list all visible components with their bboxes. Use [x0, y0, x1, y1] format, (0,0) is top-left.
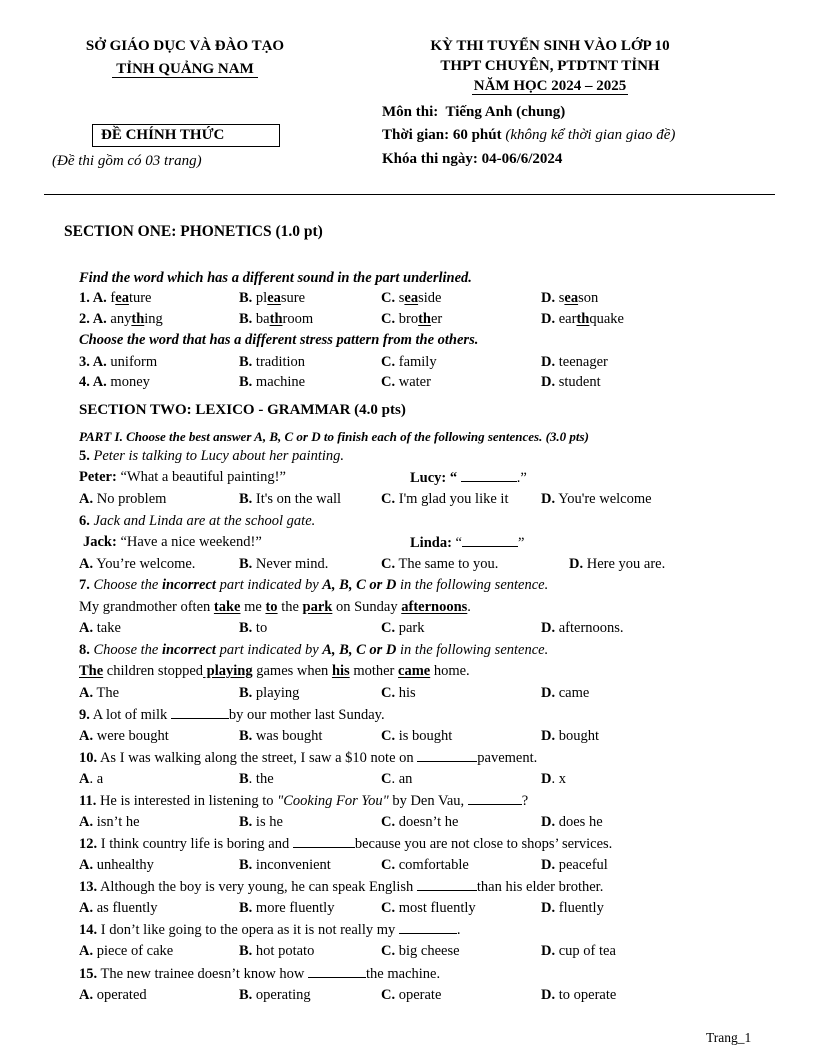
- question-6-context: 6. Jack and Linda are at the school gate.: [79, 513, 316, 529]
- instruction-2: Choose the word that has a different stress pattern from the others.: [79, 332, 479, 348]
- section-one-title: SECTION ONE: PHONETICS (1.0 pt): [64, 223, 323, 240]
- time-line: Thời gian: 60 phút (không kể thời gian giao đề): [382, 127, 676, 143]
- province-name: TỈNH QUẢNG NAM: [60, 61, 310, 78]
- section-two-title: SECTION TWO: LEXICO - GRAMMAR (4.0 pts): [79, 402, 406, 418]
- question-11-stem: 11. He is interested in listening to "Cooking For You" by Den Vau, ?: [79, 793, 529, 809]
- school-year: NĂM HỌC 2024 – 2025: [473, 78, 627, 94]
- exam-date: Khóa thi ngày: 04-06/6/2024: [382, 151, 563, 167]
- question-7-instruction: 7. Choose the incorrect part indicated by A, B, C or D in the following sentence.: [79, 577, 549, 593]
- instruction-1: Find the word which has a different sound in the part underlined.: [79, 270, 472, 286]
- question-15-stem: 15. The new trainee doesn’t know how the machine.: [79, 966, 441, 982]
- question-7-sentence: My grandmother often take me to the park on Sunday afternoons.: [79, 599, 471, 615]
- question-10-stem: 10. As I was walking along the street, I saw a $10 note on pavement.: [79, 750, 538, 766]
- question-12-stem: 12. I think country life is boring and because you are not close to shops’ services.: [79, 836, 613, 852]
- question-14-stem: 14. I don’t like going to the opera as it is not really my .: [79, 922, 461, 938]
- page-number: Trang_1: [706, 1030, 752, 1045]
- question-8-sentence: The children stopped playing games when his mother came home.: [79, 663, 470, 679]
- question-8-instruction: 8. Choose the incorrect part indicated by A, B, C or D in the following sentence.: [79, 642, 549, 658]
- question-9-stem: 9. A lot of milk by our mother last Sunday.: [79, 707, 385, 723]
- question-13-stem: 13. Although the boy is very young, he can speak English than his elder brother.: [79, 879, 604, 895]
- official-exam-box: ĐỀ CHÍNH THỨC: [92, 124, 280, 147]
- department-name: SỞ GIÁO DỤC VÀ ĐÀO TẠO: [85, 38, 285, 54]
- exam-subtitle: THPT CHUYÊN, PTDTNT TỈNH: [440, 58, 660, 74]
- exam-title: KỲ THI TUYỂN SINH VÀO LỚP 10: [430, 38, 670, 54]
- part-one-instruction: PART I. Choose the best answer A, B, C or D to finish each of the following sentences. (3.0 pts): [79, 429, 589, 444]
- header-divider: [44, 194, 775, 195]
- question-5-context: 5. Peter is talking to Lucy about her painting.: [79, 448, 345, 464]
- subject-line: Môn thi: Tiếng Anh (chung): [382, 104, 566, 120]
- pages-note: (Đề thi gồm có 03 trang): [52, 153, 202, 169]
